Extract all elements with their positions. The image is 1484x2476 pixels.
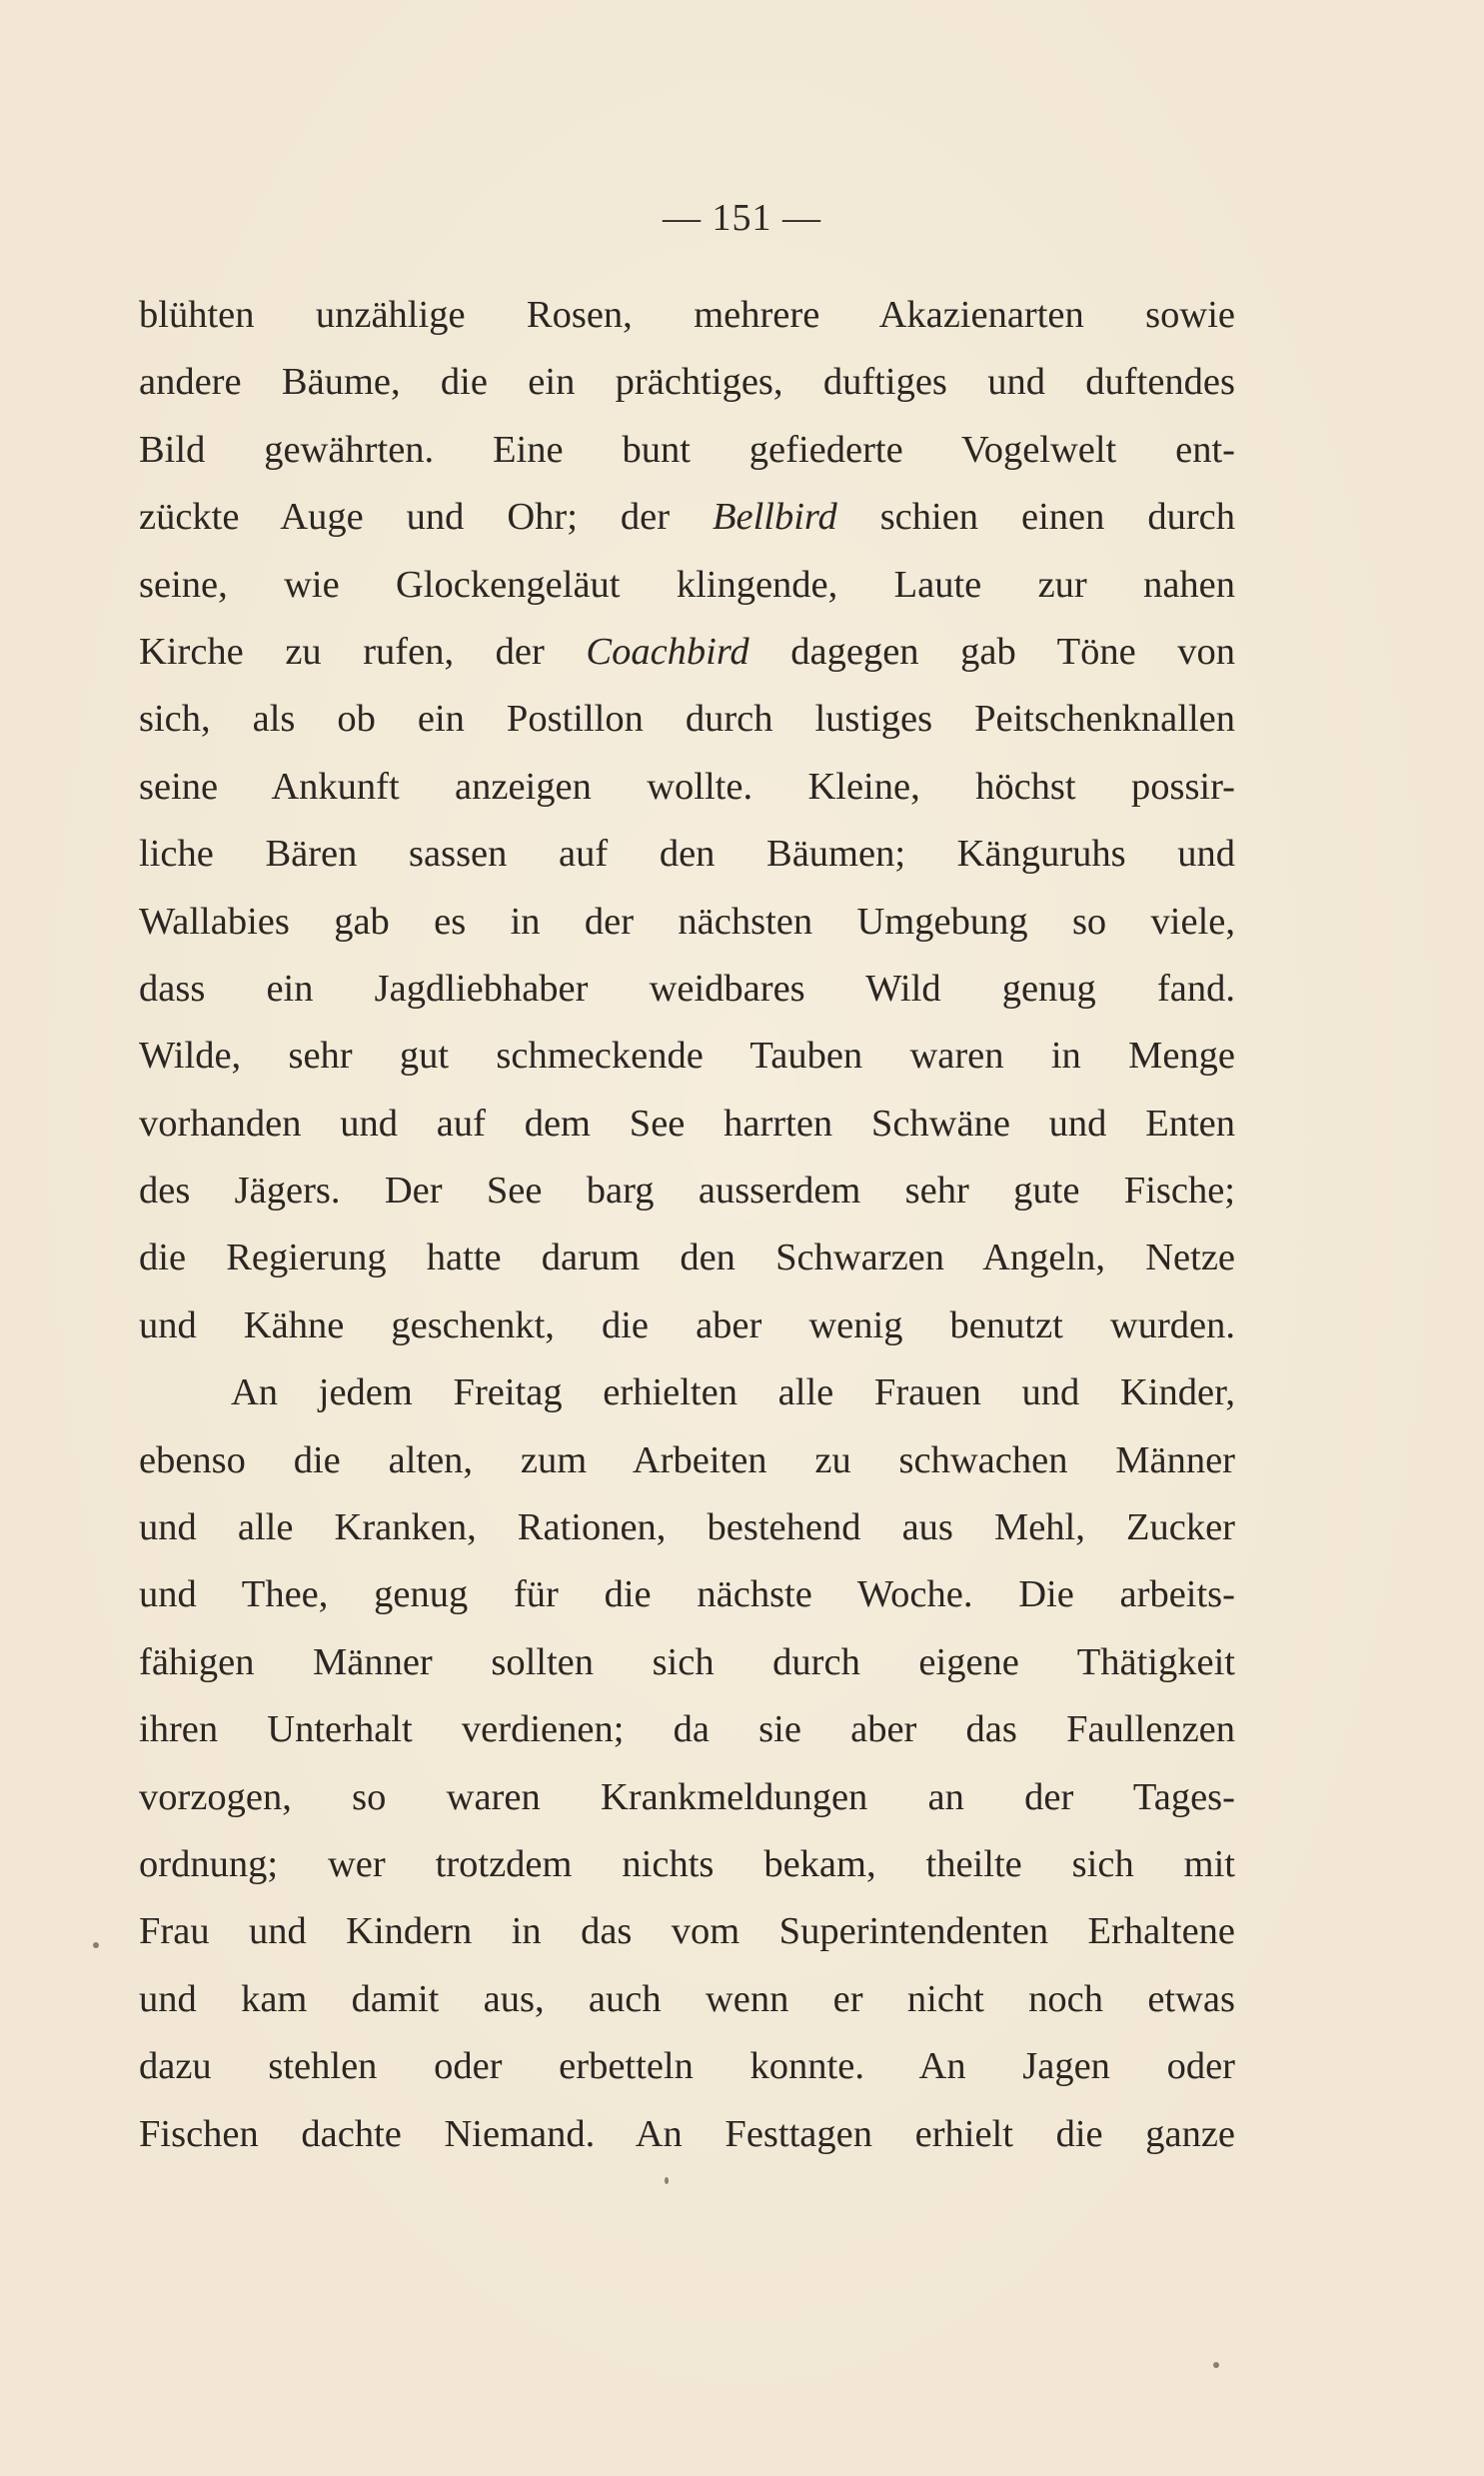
paper-speck (93, 1942, 99, 1948)
text-line: seine, wie Glockengeläut klingende, Laute zur nahen (139, 563, 1235, 606)
text-line: des Jägers. Der See barg ausserdem sehr gute Fische; (139, 1170, 1235, 1213)
text-line: dass ein Jagdliebhaber weidbares Wild genug fand. (139, 967, 1235, 1010)
bird-name-coachbird: Coachbird (586, 630, 749, 673)
text-line: liche Bären sassen auf den Bäumen; Känguruhs und (139, 833, 1235, 876)
text-line: und alle Kranken, Rationen, bestehend aus Mehl, Zucker (139, 1506, 1235, 1549)
text-line: Frau und Kindern in das vom Superintendenten Erhaltene (139, 1910, 1235, 1953)
text-line: ihren Unterhalt verdienen; da sie aber das Faullenzen (139, 1708, 1235, 1751)
text-line: Fischen dachte Niemand. An Festtagen erhielt die ganze (139, 2112, 1235, 2155)
text-line: sich, als ob ein Postillon durch lustiges Peitschenknallen (139, 698, 1235, 741)
text-line: und kam damit aus, auch wenn er nicht noch etwas (139, 1977, 1235, 2020)
text-line: die Regierung hatte darum den Schwarzen Angeln, Netze (139, 1237, 1235, 1279)
text-line: blühten unzählige Rosen, mehrere Akazienarten sowie (139, 294, 1235, 336)
text-line: ordnung; wer trotzdem nichts bekam, theilte sich mit (139, 1842, 1235, 1885)
body-text (139, 282, 1235, 2168)
page-number: — 151 — (663, 197, 821, 239)
text-line: ebenso die alten, zum Arbeiten zu schwachen Männer (139, 1438, 1235, 1481)
text-line (139, 619, 1235, 686)
text-run: Kirche zu rufen, der (139, 630, 587, 673)
text-line: fähigen Männer sollten sich durch eigene Thätigkeit (139, 1640, 1235, 1683)
text-line: und Kähne geschenkt, die aber wenig benutzt wurden. (139, 1303, 1235, 1346)
paper-speck (665, 2177, 669, 2184)
paper-speck (1213, 2362, 1219, 2368)
text-line: Wilde, sehr gut schmeckende Tauben waren in Menge (139, 1035, 1235, 1078)
text-run: schien einen durch (836, 496, 1235, 539)
text-line: dazu stehlen oder erbetteln konnte. An Jagen oder (139, 2045, 1235, 2088)
paragraph-first-line: An jedem Freitag erhielten alle Frauen und Kinder, (231, 1371, 1235, 1414)
text-line: Wallabies gab es in der nächsten Umgebung so viele, (139, 900, 1235, 943)
text-line: vorzogen, so waren Krankmeldungen an der Tages- (139, 1775, 1235, 1818)
text-run: dagegen gab Töne von (748, 630, 1235, 673)
text-line (139, 484, 1235, 551)
text-line: vorhanden und auf dem See harrten Schwäne und Enten (139, 1102, 1235, 1145)
text-line: Bild gewährten. Eine bunt gefiederte Vogelwelt ent- (139, 428, 1235, 471)
text-line: und Thee, genug für die nächste Woche. Die arbeits- (139, 1573, 1235, 1616)
text-line: seine Ankunft anzeigen wollte. Kleine, höchst possir- (139, 765, 1235, 808)
bird-name-bellbird: Bellbird (712, 496, 837, 539)
text-line: andere Bäume, die ein prächtiges, duftiges und duftendes (139, 361, 1235, 404)
text-run: zückte Auge und Ohr; der (139, 496, 713, 539)
